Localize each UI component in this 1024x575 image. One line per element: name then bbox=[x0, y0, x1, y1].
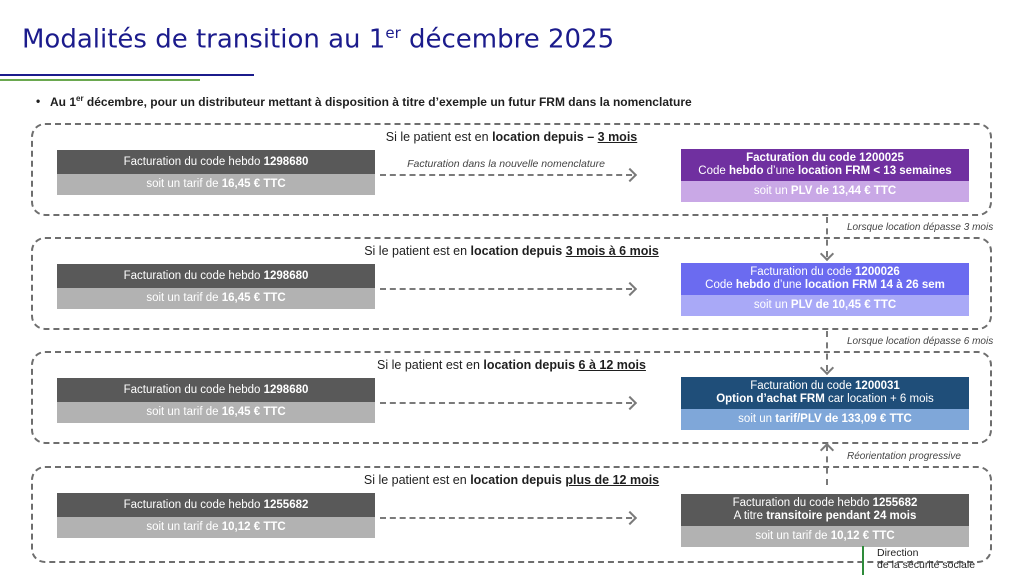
current-billing-box bbox=[57, 150, 375, 195]
current-billing-tarif: soit un tarif de 16,45 € TTC bbox=[57, 174, 375, 195]
transition-arrow bbox=[380, 174, 632, 178]
current-billing-code: Facturation du code hebdo 1255682 bbox=[57, 493, 375, 517]
current-billing-code: Facturation du code hebdo 1298680 bbox=[57, 378, 375, 402]
connector-arrow-3 bbox=[826, 445, 830, 485]
intro-text: • Au 1er décembre, pour un distributeur mettant à disposition à titre d’exemple un futur FRM dans la nomenclature bbox=[36, 94, 692, 109]
new-billing-header: Facturation du code 1200026 Code hebdo d’une location FRM 14 à 26 sem bbox=[681, 263, 969, 295]
current-billing-code: Facturation du code hebdo 1298680 bbox=[57, 150, 375, 174]
new-billing-header: Facturation du code 1200025 Code hebdo d’une location FRM < 13 semaines bbox=[681, 149, 969, 181]
panel-6-to-12-months bbox=[31, 351, 992, 444]
connector-arrow-1 bbox=[826, 217, 830, 257]
dss-logo-bar bbox=[862, 546, 864, 575]
new-billing-tarif: soit un tarif/PLV de 133,09 € TTC bbox=[681, 409, 969, 430]
new-billing-tarif: soit un tarif de 10,12 € TTC bbox=[681, 526, 969, 547]
dss-footer: Direction de la sécurité sociale bbox=[877, 547, 976, 571]
new-billing-header: Facturation du code hebdo 1255682 A titre transitoire pendant 24 mois bbox=[681, 494, 969, 526]
current-billing-tarif: soit un tarif de 16,45 € TTC bbox=[57, 288, 375, 309]
transition-arrow bbox=[380, 402, 632, 406]
panel-over-12-months bbox=[31, 466, 992, 563]
page-title: Modalités de transition au 1er décembre 2025 bbox=[22, 24, 615, 55]
panel-title: Si le patient est en location depuis 3 mois à 6 mois bbox=[364, 244, 659, 258]
new-billing-box bbox=[681, 149, 969, 202]
panel-title: Si le patient est en location depuis 6 à 12 mois bbox=[377, 358, 646, 372]
new-billing-box bbox=[681, 494, 969, 547]
current-billing-code: Facturation du code hebdo 1298680 bbox=[57, 264, 375, 288]
new-billing-box bbox=[681, 263, 969, 316]
panel-3-to-6-months bbox=[31, 237, 992, 330]
connector-label-3: Réorientation progressive bbox=[847, 451, 961, 462]
connector-arrow-2 bbox=[826, 331, 830, 371]
transition-arrow bbox=[380, 517, 632, 521]
current-billing-tarif: soit un tarif de 16,45 € TTC bbox=[57, 402, 375, 423]
current-billing-tarif: soit un tarif de 10,12 € TTC bbox=[57, 517, 375, 538]
transition-arrow bbox=[380, 288, 632, 292]
new-billing-tarif: soit un PLV de 10,45 € TTC bbox=[681, 295, 969, 316]
current-billing-box bbox=[57, 264, 375, 309]
new-billing-box bbox=[681, 377, 969, 430]
arrow-label: Facturation dans la nouvelle nomenclature bbox=[407, 158, 605, 170]
current-billing-box bbox=[57, 493, 375, 538]
new-billing-header: Facturation du code 1200031 Option d’achat FRM car location + 6 mois bbox=[681, 377, 969, 409]
panel-under-3-months bbox=[31, 123, 992, 216]
current-billing-box bbox=[57, 378, 375, 423]
bullet-icon: • bbox=[36, 94, 41, 108]
panel-title: Si le patient est en location depuis – 3 mois bbox=[385, 130, 638, 144]
title-underline-green bbox=[0, 79, 200, 81]
title-underline-navy bbox=[0, 74, 254, 76]
new-billing-tarif: soit un PLV de 13,44 € TTC bbox=[681, 181, 969, 202]
panel-title: Si le patient est en location depuis plus de 12 mois bbox=[363, 473, 660, 487]
connector-label-2: Lorsque location dépasse 6 mois bbox=[847, 336, 994, 347]
connector-label-1: Lorsque location dépasse 3 mois bbox=[847, 222, 994, 233]
